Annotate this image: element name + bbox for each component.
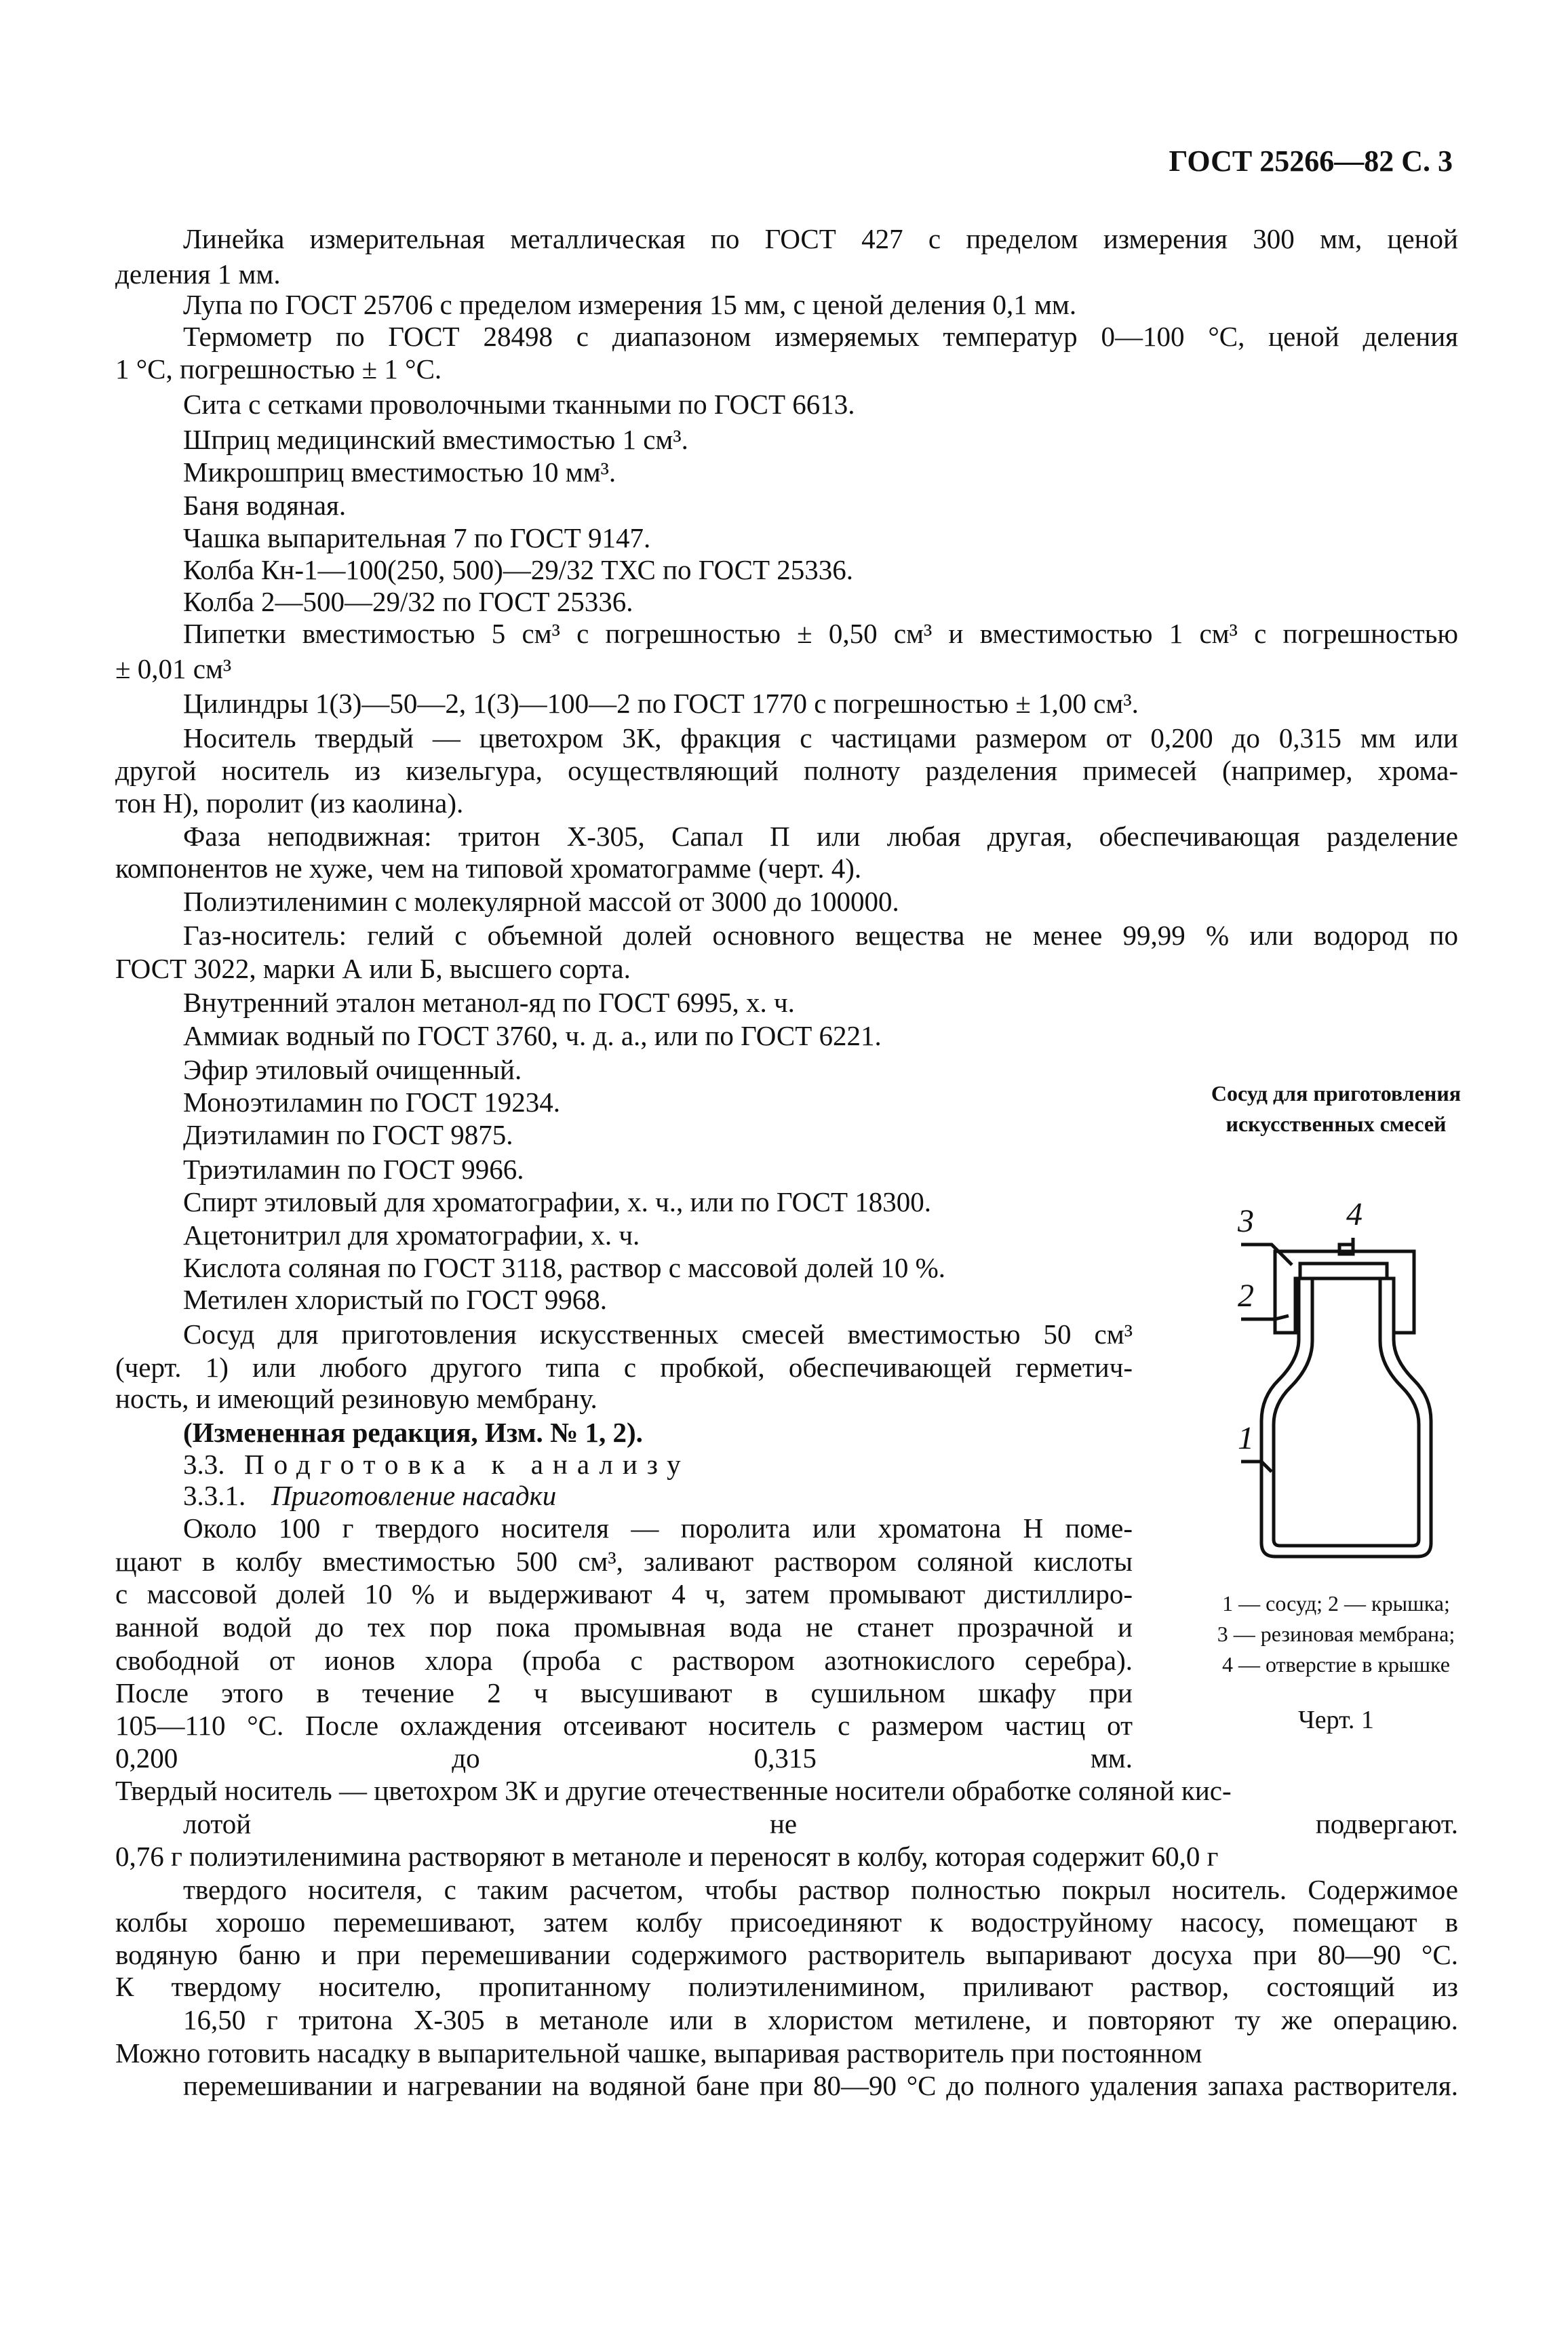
callout-line [1241,1462,1272,1472]
text-line: Аммиак водный по ГОСТ 3760, ч. д. а., или по ГОСТ 6221. [183,1020,882,1051]
text-line: Кислота соляная по ГОСТ 3118, раствор с массовой долей 10 %. [183,1252,946,1283]
text-line: ГОСТ 3022, марки А или Б, высшего сорта. [115,953,631,984]
text-line: 16,50 г тритона Х-305 в метаноле или в хлористом метилене, и повторяют ту же операцию. [183,2004,1458,2035]
cap-hole [1339,1245,1353,1254]
text-line: Фаза неподвижная: тритон Х-305, Сапал П или любая другая, обеспечивающая разделение [183,821,1458,852]
figure-title [1146,1078,1526,1139]
text-line: 105—110 °С. После охлаждения отсеивают носитель с размером частиц от [115,1710,1133,1741]
callout-4: 4 [1346,1196,1363,1232]
text-line: 1 °С, погрешностью ± 1 °С. [115,353,442,385]
callout-line [1241,1316,1289,1319]
text-line: (черт. 1) или любого другого типа с пробкой, обеспечивающей герметич- [115,1352,1133,1383]
amendment-note: (Измененная редакция, Изм. № 1, 2). [183,1417,643,1448]
text-line: твердого носителя, с таким расчетом, чтобы раствор полностью покрыл носитель. Содержимое [183,1874,1458,1905]
text-line: свободной от ионов хлора (проба с раствором азотнокислого серебра). [115,1645,1133,1676]
text-line: Полиэтиленимин с молекулярной массой от 3000 до 100000. [183,886,899,917]
legend-line: 3 — резиновая мембрана; [1217,1621,1455,1646]
text-line: Цилиндры 1(3)—50—2, 1(3)—100—2 по ГОСТ 1770 с погрешностью ± 1,00 см³. [183,688,1139,719]
text-line: Триэтиламин по ГОСТ 9966. [183,1154,524,1185]
text-line: ность, и имеющий резиновую мембрану. [115,1383,597,1414]
text-line: Сосуд для приготовления искусственных смесей вместимостью 50 см³ [183,1318,1133,1350]
text-line: 0,200 до 0,315 мм. [115,1742,1133,1774]
text-line: Внутренний эталон метанол-яд по ГОСТ 6995, х. ч. [183,987,795,1018]
text-line: Колба Кн-1—100(250, 500)—29/32 ТХС по ГОСТ 25336. [183,554,853,585]
figure-legend [1146,1588,1526,1679]
text-line: Ацетонитрил для хроматографии, х. ч. [183,1219,640,1251]
text-line: Пипетки вместимостью 5 см³ с погрешностью ± 0,50 см³ и вместимостью 1 см³ с погрешностью [183,618,1458,649]
callout-line [1241,1245,1292,1265]
text-line: Шприц медицинский вместимостью 1 см³. [183,424,688,455]
text-line: Моноэтиламин по ГОСТ 19234. [183,1087,560,1118]
callout-2: 2 [1238,1278,1254,1314]
callout-1: 1 [1238,1420,1254,1456]
text-line: Метилен хлористый по ГОСТ 9968. [183,1284,607,1315]
text-line: другой носитель из кизельгура, осуществляющий полноту разделения примесей (например, хрома- [115,755,1458,786]
text-line: с массовой долей 10 % и выдерживают 4 ч, затем промывают дистиллиро- [115,1578,1133,1609]
bottle-outline [1261,1278,1431,1557]
text-line: Газ-носитель: гелий с объемной долей основного вещества не менее 99,99 % или водород по [183,920,1458,951]
text-line: лотой не подвергают. [183,1808,1458,1839]
text-line: щают в колбу вместимостью 500 см³, заливают раствором соляной кислоты [115,1546,1133,1577]
text-line: компонентов не хуже, чем на типовой хроматограмме (черт. 4). [115,853,862,884]
text-line: водяную баню и при перемешивании содержимого растворитель выпаривают досуха при 80—90 °С. [115,1939,1458,1970]
text-line: деления 1 мм. [115,258,281,290]
text-line: Термометр по ГОСТ 28498 с диапазоном измеряемых температур 0—100 °С, ценой деления [183,321,1458,352]
subsection-title: Приготовление насадки [271,1480,557,1511]
section-number: 3.3. [183,1449,225,1480]
subsection-number: 3.3.1. [183,1480,246,1511]
text-line: Линейка измерительная металлическая по ГОСТ 427 с пределом измерения 300 мм, ценой [183,223,1458,254]
figure-caption: Черт. 1 [1298,1706,1374,1734]
section-title: Подготовка к анализу [244,1449,690,1480]
text-line: ванной водой до тех пор пока промывная вода не станет прозрачной и [115,1611,1133,1643]
figure-title-line: Сосуд для приготовления [1211,1081,1462,1106]
text-line: Чашка выпарительная 7 по ГОСТ 9147. [183,522,651,553]
text-line: К твердому носителю, пропитанному полиэтиленимином, приливают раствор, состоящий из [115,1971,1458,2002]
text-line: Баня водяная. [183,490,347,521]
text-line: колбы хорошо перемешивают, затем колбу присоединяют к водоструйному насосу, помещают в [115,1906,1458,1938]
text-line: тон Н), поролит (из каолина). [115,787,464,819]
text-line: Эфир этиловый очищенный. [183,1054,522,1085]
legend-line: 1 — сосуд; 2 — крышка; [1222,1591,1450,1616]
text-line: Около 100 г твердого носителя — поролита или хроматона Н поме- [183,1512,1133,1544]
text-line: Можно готовить насадку в выпарительной чашке, выпаривая растворитель при постоянном [115,2037,1202,2069]
legend-line: 4 — отверстие в крышке [1222,1651,1450,1677]
text-line: Микрошприц вместимостью 10 мм³. [183,456,616,488]
membrane [1300,1264,1387,1278]
text-line: Сита с сетками проволочными тканными по ГОСТ 6613. [183,389,855,420]
text-line: Твердый носитель — цветохром 3К и другие отечественные носители обработке соляной кис- [115,1775,1232,1806]
text-line: перемешивании и нагревании на водяной бане при 80—90 °С до полного удаления запаха растворителя. [183,2070,1458,2101]
text-line: ± 0,01 см³ [115,653,232,684]
callout-3: 3 [1238,1203,1254,1239]
page-header: ГОСТ 25266—82 С. 3 [1169,144,1453,178]
text-line: Колба 2—500—29/32 по ГОСТ 25336. [183,586,633,617]
text-line: Лупа по ГОСТ 25706 с пределом измерения 15 мм, с ценой деления 0,1 мм. [183,289,1077,320]
text-line: После этого в течение 2 ч высушивают в сушильном шкафу при [115,1677,1133,1708]
text-line: Диэтиламин по ГОСТ 9875. [183,1119,513,1150]
text-line: Носитель твердый — цветохром 3К, фракция с частицами размером от 0,200 до 0,315 мм или [183,722,1458,754]
vessel-diagram [1211,1197,1482,1577]
text-line: Спирт этиловый для хроматографии, х. ч., или по ГОСТ 18300. [183,1186,931,1217]
figure-title-line: искусственных смесей [1226,1111,1447,1136]
text-line: 0,76 г полиэтиленимина растворяют в метаноле и переносят в колбу, которая содержит 60,0 г [115,1841,1219,1872]
